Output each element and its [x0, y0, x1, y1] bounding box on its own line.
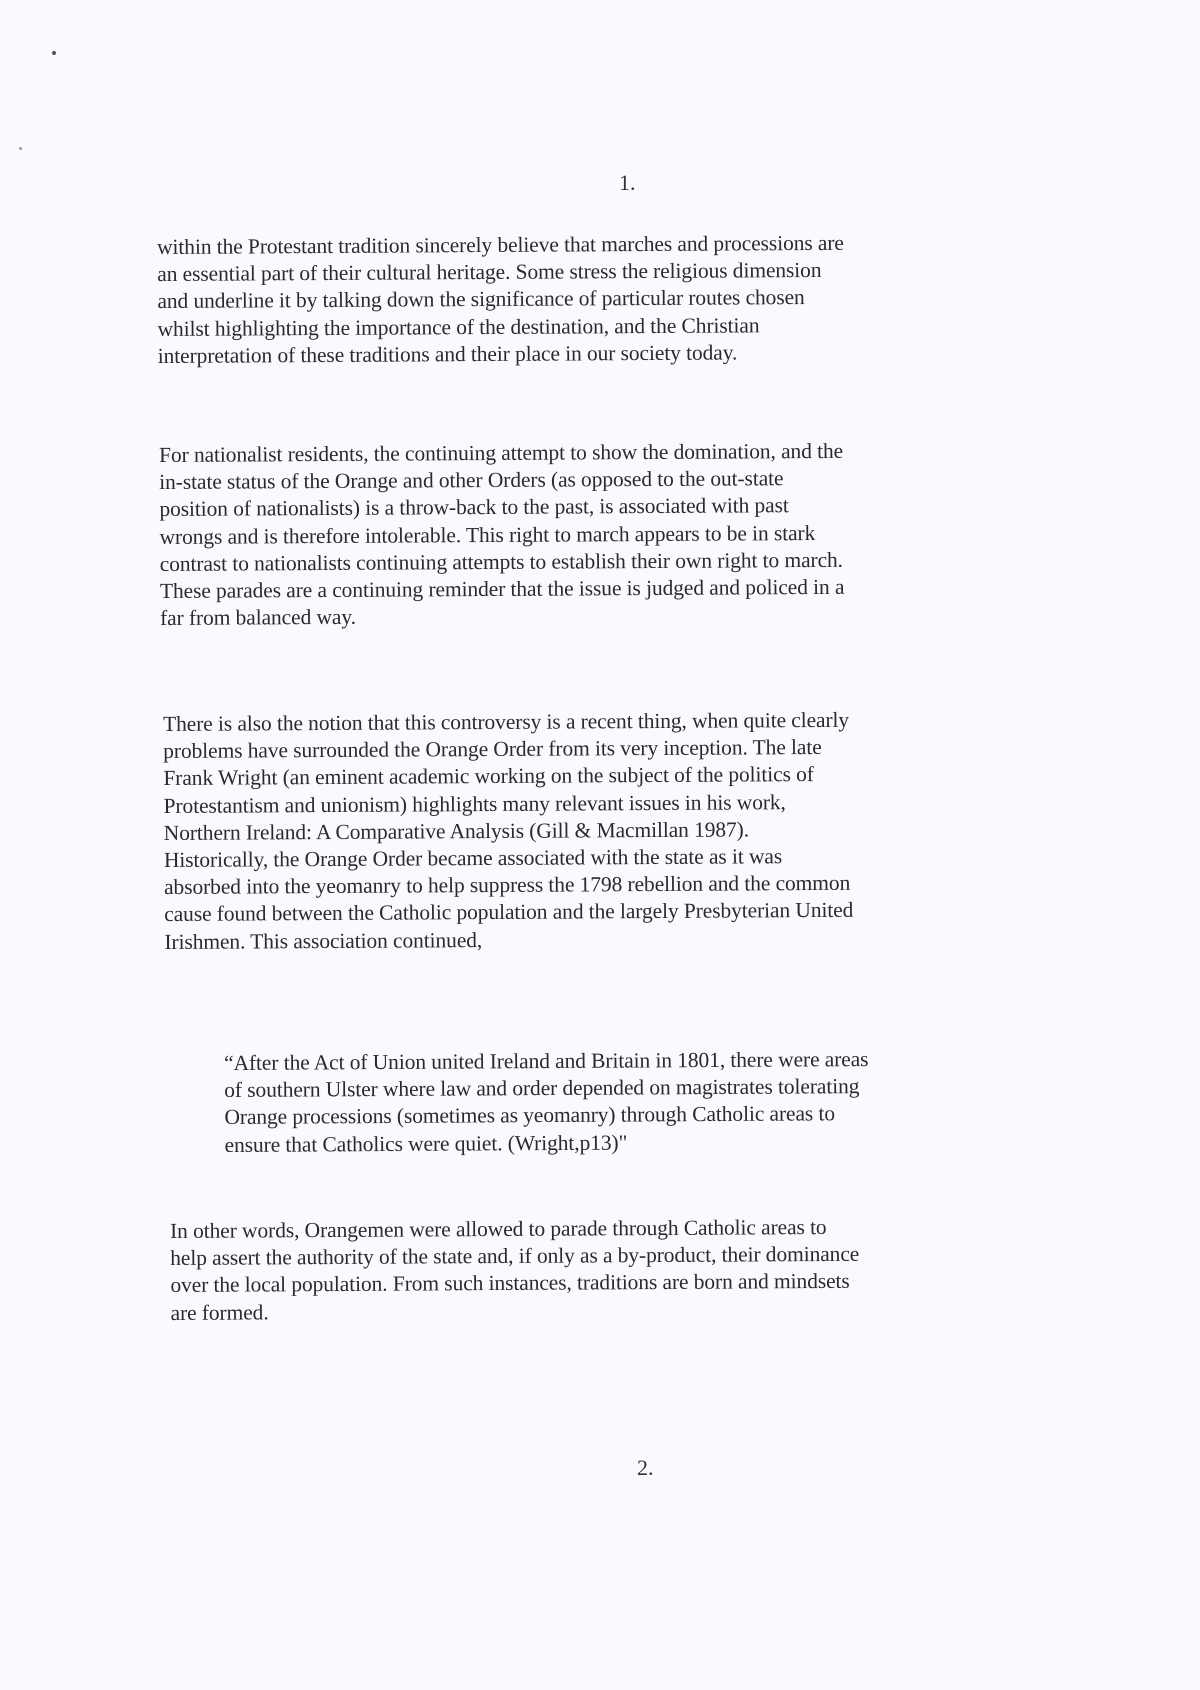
text-line: absorbed into the yeomanry to help suppress the 1798 rebellion and the common — [164, 871, 851, 900]
text-line: within the Protestant tradition sincerely believe that marches and processions are — [157, 230, 844, 259]
text-line: Protestantism and unionism) highlights many relevant issues in his work, — [163, 789, 786, 818]
text-line: over the local population. From such instances, traditions are born and mindsets — [170, 1269, 850, 1298]
quote-line: Orange processions (sometimes as yeomanry) through Catholic areas to — [224, 1101, 836, 1130]
text-line: cause found between the Catholic population and the largely Presbyterian United — [164, 898, 854, 927]
page-number-bottom: 2. — [637, 1455, 654, 1480]
text-line: are formed. — [170, 1300, 269, 1325]
text-line: far from balanced way. — [160, 605, 356, 631]
text-line: interpretation of these traditions and their place in our society today. — [157, 340, 738, 368]
text-line: There is also the notion that this controversy is a recent thing, when quite clearly — [163, 707, 850, 736]
text-line: Irishmen. This association continued, — [164, 927, 483, 954]
quote-line: of southern Ulster where law and order depended on magistrates tolerating — [224, 1074, 860, 1103]
text-line: For nationalist residents, the continuing attempt to show the domination, and the — [159, 438, 844, 467]
text-line: an essential part of their cultural heritage. Some stress the religious dimension — [157, 258, 822, 287]
scan-speck — [19, 147, 22, 150]
text-line: help assert the authority of the state and, if only as a by-product, their dominance — [170, 1241, 860, 1271]
text-line: These parades are a continuing reminder that the issue is judged and policed in a — [159, 574, 845, 604]
paragraph-3 — [163, 707, 854, 956]
text-line: wrongs and is therefore intolerable. This right to march appears to be in stark — [159, 520, 816, 549]
text-line: In other words, Orangemen were allowed to parade through Catholic areas to — [170, 1214, 827, 1243]
text-line: in-state status of the Orange and other Orders (as opposed to the out-state — [159, 466, 784, 495]
text-line: Frank Wright (an eminent academic working on the subject of the politics of — [163, 762, 814, 791]
scan-speck — [52, 51, 56, 55]
text-line: position of nationalists) is a throw-back to the past, is associated with past — [159, 493, 789, 522]
quote-line: “After the Act of Union united Ireland and Britain in 1801, there were areas — [224, 1047, 869, 1075]
paragraph-4 — [170, 1214, 860, 1327]
paragraph-2 — [159, 438, 845, 633]
text-line: whilst highlighting the importance of the destination, and the Christian — [157, 312, 760, 341]
block-quote — [224, 1046, 869, 1159]
text-line: Historically, the Orange Order became associated with the state as it was — [163, 844, 783, 873]
text-line: problems have surrounded the Orange Order from its very inception. The late — [163, 735, 822, 764]
quote-line: ensure that Catholics were quiet. (Wright,p13)" — [224, 1130, 628, 1157]
page-number-top: 1. — [619, 170, 636, 195]
text-line: Northern Ireland: A Comparative Analysis (Gill & Macmillan 1987). — [163, 817, 750, 845]
text-line: and underline it by talking down the significance of particular routes chosen — [157, 285, 805, 314]
text-line: contrast to nationalists continuing attempts to establish their own right to march. — [159, 547, 843, 576]
paragraph-1 — [157, 230, 845, 370]
